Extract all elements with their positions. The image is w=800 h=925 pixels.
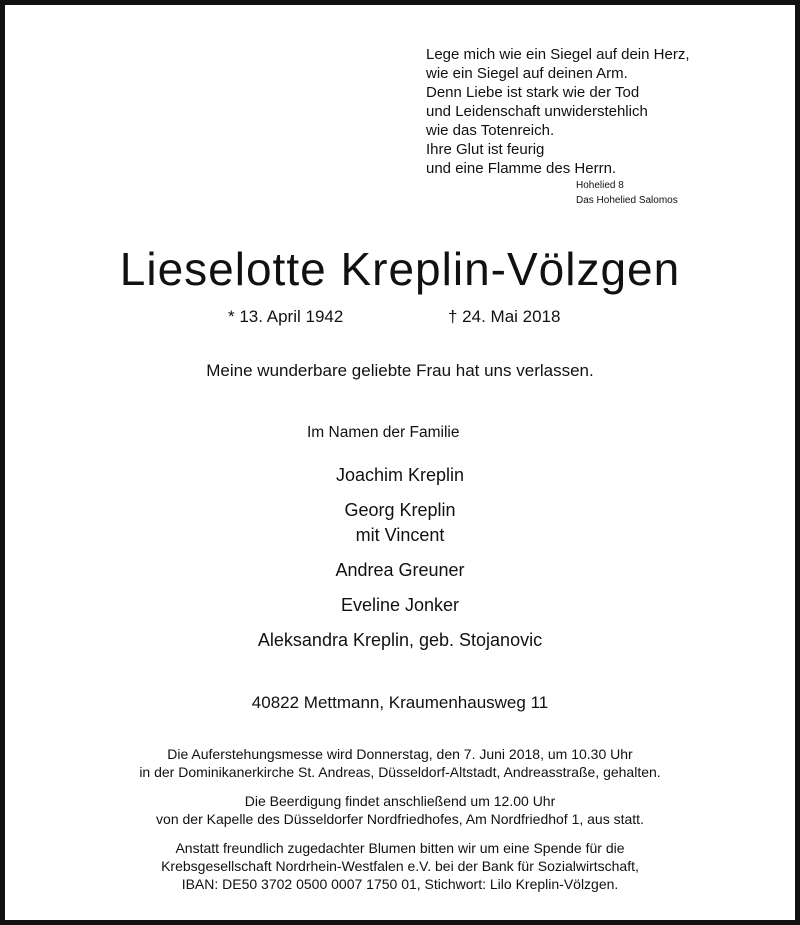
family-list <box>5 463 795 663</box>
bible-verse <box>426 45 689 178</box>
deceased-name: Lieselotte Kreplin-Völzgen <box>119 243 681 295</box>
family-member <box>5 463 795 488</box>
service-notes <box>5 745 795 904</box>
birth-date: * 13. April 1942 <box>228 307 344 326</box>
family-member <box>5 558 795 583</box>
family-label: Im Namen der Familie <box>307 424 460 441</box>
family-member <box>5 628 795 653</box>
verse-line: und eine Flamme des Herrn. <box>426 160 617 177</box>
donation-note <box>5 839 795 893</box>
verse-line: und Leidenschaft unwiderstehlich <box>426 103 648 120</box>
verse-source <box>576 178 678 208</box>
family-member-name: Georg Kreplin <box>344 500 456 520</box>
family-member-companion: mit Vincent <box>355 525 445 545</box>
verse-line: Ihre Glut ist feurig <box>426 141 545 158</box>
verse-line: Lege mich wie ein Siegel auf dein Herz, <box>426 46 690 63</box>
burial-note-line: von der Kapelle des Düsseldorfer Nordfriedhofes, Am Nordfriedhof 1, aus statt. <box>156 811 644 827</box>
burial-note <box>5 792 795 828</box>
burial-note-line: Die Beerdigung findet anschließend um 12.00 Uhr <box>244 793 556 809</box>
family-member-name: Aleksandra Kreplin, geb. Stojanovic <box>257 630 543 650</box>
verse-line: wie ein Siegel auf deinen Arm. <box>426 65 628 82</box>
verse-line: Denn Liebe ist stark wie der Tod <box>426 84 640 101</box>
mass-note-line: Die Auferstehungsmesse wird Donnerstag, den 7. Juni 2018, um 10.30 Uhr <box>167 746 633 762</box>
farewell-message: Meine wunderbare geliebte Frau hat uns verlassen. <box>206 361 594 380</box>
verse-source-reference: Hohelied 8 <box>576 180 624 191</box>
verse-source-book: Das Hohelied Salomos <box>576 195 678 206</box>
donation-note-line: Krebsgesellschaft Nordrhein-Westfalen e.V. bei der Bank für Sozialwirtschaft, <box>161 858 639 874</box>
mass-note-line: in der Dominikanerkirche St. Andreas, Düsseldorf-Altstadt, Andreasstraße, gehalten. <box>139 764 661 780</box>
verse-line: wie das Totenreich. <box>426 122 555 139</box>
mass-note <box>5 745 795 781</box>
donation-note-line: Anstatt freundlich zugedachter Blumen bitten wir um eine Spende für die <box>175 840 625 856</box>
family-member-name: Andrea Greuner <box>335 560 465 580</box>
family-member <box>5 593 795 618</box>
death-date: † 24. Mai 2018 <box>448 307 561 326</box>
family-member-name: Eveline Jonker <box>340 595 460 615</box>
family-member-name: Joachim Kreplin <box>335 465 465 485</box>
family-address: 40822 Mettmann, Kraumenhausweg 11 <box>251 693 549 712</box>
donation-note-line: IBAN: DE50 3702 0500 0007 1750 01, Stichwort: Lilo Kreplin-Völzgen. <box>181 876 619 892</box>
family-member <box>5 498 795 548</box>
